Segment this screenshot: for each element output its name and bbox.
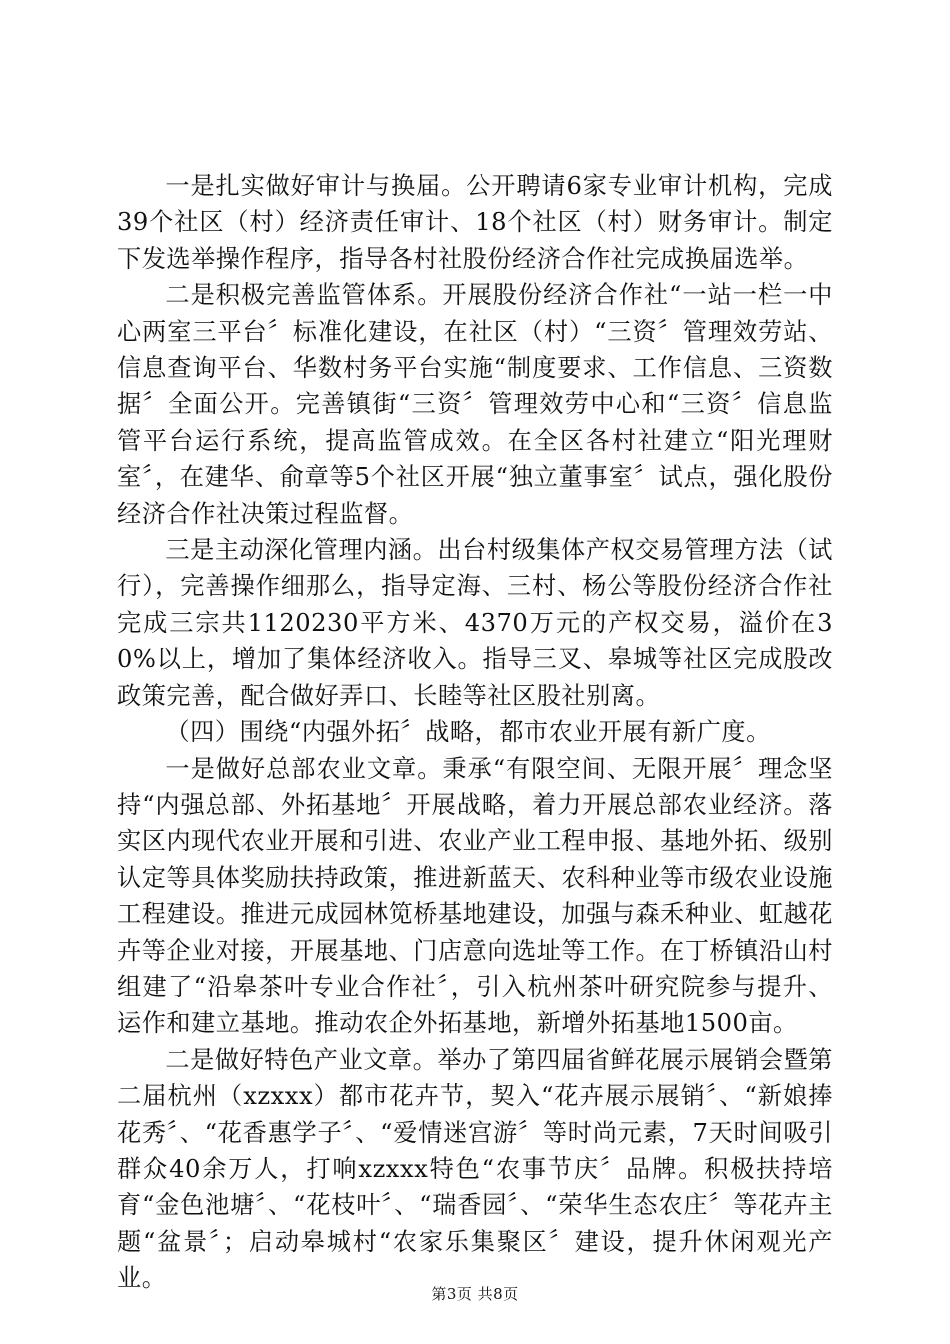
- section-heading: （四）围绕“内强外拓〞战略，都市农业开展有新广度。: [165, 718, 771, 747]
- page-footer: 第3页 共8页: [431, 1285, 519, 1303]
- paragraph-management: 三是主动深化管理内涵。出台村级集体产权交易管理方法（试行），完善操作细那么，指导定海、三村、杨公等股份经济合作社完成三宗共1120230平方米、4370万元的产权交易，溢价在30%以上，增加了集体经济收入。指导三叉、皋城等社区完成股改政策完善，配合做好弄口、长睦等社区股社别离。: [117, 536, 833, 710]
- paragraph-audit: 一是扎实做好审计与换届。公开聘请6家专业审计机构，完成39个社区（村）经济责任审计、18个社区（村）财务审计。制定下发选举操作程序，指导各村社股份经济合作社完成换届选举。: [117, 172, 833, 273]
- paragraph-supervision: 二是积极完善监管体系。开展股份经济合作社“一站一栏一中心两室三平台〞标准化建设，在社区（村）“三资〞管理效劳站、信息查询平台、华数村务平台实施“制度要求、工作信息、三资数据〞全面公开。完善镇街“三资〞管理效劳中心和“三资〞信息监管平台运行系统，提高监管成效。在全区各村社建立“阳光理财室〞，在建华、俞章等5个社区开展“独立董事室〞试点，强化股份经济合作社决策过程监督。: [117, 281, 833, 528]
- document-body: [117, 168, 833, 1297]
- paragraph-featured-industry: 二是做好特色产业文章。举办了第四届省鲜花展示展销会暨第二届杭州（xzxxx）都市花卉节，契入“花卉展示展销〞、“新娘捧花秀〞、“花香惠学子〞、“爱情迷宫游〞等时尚元素，7天时间吸引群众40余万人，打响xzxxx特色“农事节庆〞品牌。积极扶持培育“金色池塘〞、“花枝叶〞、“瑞香园〞、“荣华生态农庄〞等花卉主题“盆景〞；启动皋城村“农家乐集聚区〞建设，提升休闲观光产业。: [117, 1045, 833, 1293]
- paragraph-hq-agriculture: 一是做好总部农业文章。秉承“有限空间、无限开展〞理念坚持“内强总部、外拓基地〞开展战略，着力开展总部农业经济。落实区内现代农业开展和引进、农业产业工程申报、基地外拓、级别认定等具体奖励扶持政策，推进新蓝天、农科种业等市级农业设施工程建设。推进元成园林笕桥基地建设，加强与森禾种业、虹越花卉等企业对接，开展基地、门店意向选址等工作。在丁桥镇沿山村组建了“沿皋茶叶专业合作社〞，引入杭州茶叶研究院参与提升、运作和建立基地。推动农企外拓基地，新增外拓基地1500亩。: [117, 754, 833, 1038]
